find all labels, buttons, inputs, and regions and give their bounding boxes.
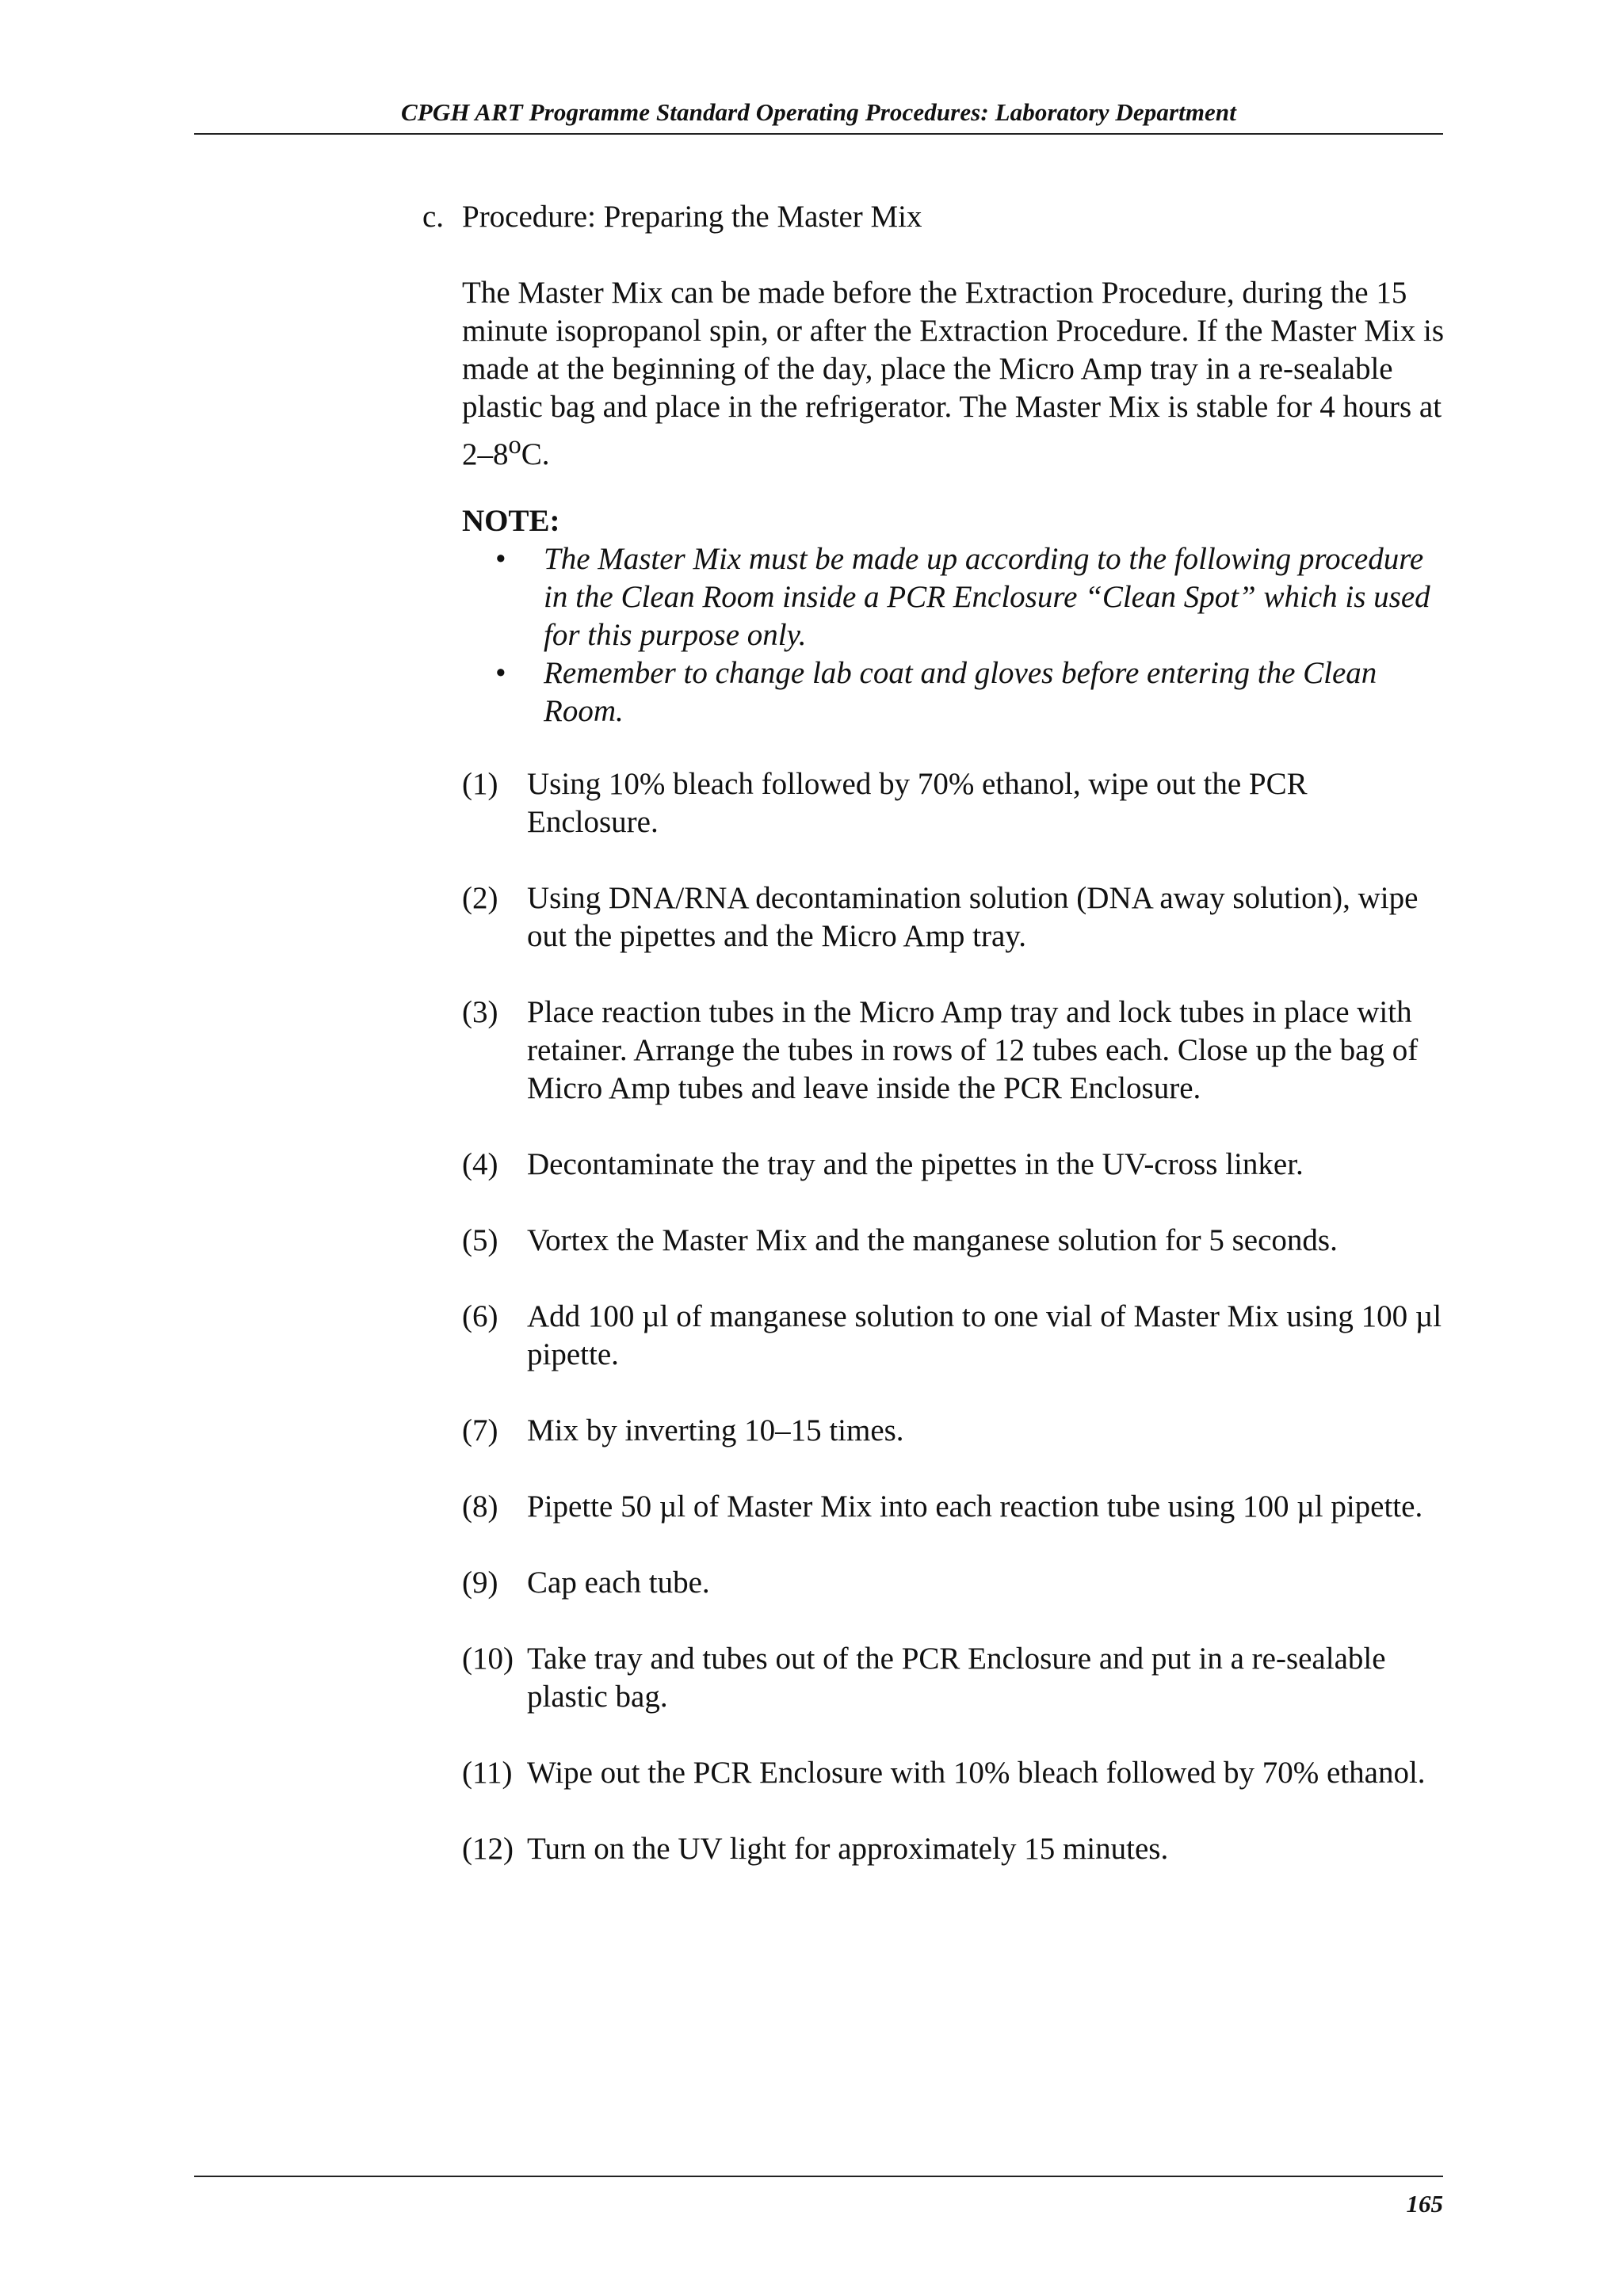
step-text: Using 10% bleach followed by 70% ethanol, wipe out the PCR Enclosure. <box>527 767 1308 839</box>
procedure-step <box>462 765 1445 841</box>
step-number: (6) <box>462 1299 498 1333</box>
header-rule <box>194 133 1443 135</box>
step-number: (10) <box>462 1642 514 1676</box>
procedure-step <box>462 1298 1445 1374</box>
step-number: (7) <box>462 1413 498 1447</box>
step-number: (2) <box>462 881 498 915</box>
step-text: Cap each tube. <box>527 1566 710 1600</box>
procedure-step <box>462 1830 1445 1868</box>
procedure-step <box>462 1488 1445 1526</box>
step-number: (5) <box>462 1223 498 1257</box>
procedure-step <box>462 1412 1445 1450</box>
step-text: Place reaction tubes in the Micro Amp tray and lock tubes in place with retainer. Arrange the tubes in rows of 12 tubes each. Close up the bag of Micro Amp tubes and leave inside the PCR Enclosure. <box>527 995 1419 1105</box>
step-number: (8) <box>462 1489 498 1524</box>
procedure-step <box>462 1640 1445 1716</box>
note-block <box>462 502 1445 730</box>
section-heading <box>422 198 922 236</box>
step-number: (9) <box>462 1566 498 1600</box>
procedure-step <box>462 994 1445 1108</box>
step-number: (12) <box>462 1832 514 1866</box>
section-title: Procedure: Preparing the Master Mix <box>462 200 922 234</box>
intro-text: The Master Mix can be made before the Extraction Procedure, during the 15 minute isopropanol spin, or after the Extraction Procedure. If the Master Mix is made at the beginning of the day, place the Micro Amp tray in a re-sealable plastic bag and place in the refrigerator. The Master Mix is stable for 4 hours at 2–8 <box>462 276 1445 471</box>
intro-paragraph <box>462 274 1445 474</box>
bullet-icon: • <box>495 542 506 576</box>
step-number: (1) <box>462 767 498 801</box>
step-text: Take tray and tubes out of the PCR Enclosure and put in a re-sealable plastic bag. <box>527 1642 1386 1714</box>
running-header: CPGH ART Programme Standard Operating Procedures: Laboratory Department <box>401 98 1236 126</box>
step-number: (4) <box>462 1147 498 1181</box>
procedure-step <box>462 1146 1445 1184</box>
step-number: (11) <box>462 1756 513 1790</box>
procedure-step <box>462 1754 1445 1792</box>
step-text: Turn on the UV light for approximately 15 minutes. <box>527 1832 1169 1866</box>
intro-text-end: C. <box>521 437 550 471</box>
step-text: Pipette 50 µl of Master Mix into each reaction tube using 100 µl pipette. <box>527 1489 1423 1524</box>
step-text: Mix by inverting 10–15 times. <box>527 1413 904 1447</box>
page-number: 165 <box>1406 2190 1443 2218</box>
procedure-step <box>462 879 1445 955</box>
procedure-step <box>462 1564 1445 1602</box>
note-item <box>462 540 1445 654</box>
bullet-icon: • <box>495 656 506 690</box>
step-text: Vortex the Master Mix and the manganese solution for 5 seconds. <box>527 1223 1338 1257</box>
note-item-text: Remember to change lab coat and gloves before entering the Clean Room. <box>544 656 1377 728</box>
procedure-steps <box>462 765 1445 1906</box>
degree-superscript: o <box>508 431 521 460</box>
note-item <box>462 654 1445 730</box>
section-marker: c. <box>422 200 445 234</box>
footer-rule <box>194 2176 1443 2177</box>
step-number: (3) <box>462 995 498 1029</box>
note-list <box>462 540 1445 730</box>
step-text: Add 100 µl of manganese solution to one vial of Master Mix using 100 µl pipette. <box>527 1299 1442 1371</box>
step-text: Wipe out the PCR Enclosure with 10% bleach followed by 70% ethanol. <box>527 1756 1426 1790</box>
step-text: Decontaminate the tray and the pipettes in the UV-cross linker. <box>527 1147 1304 1181</box>
note-item-text: The Master Mix must be made up according to the following procedure in the Clean Room inside a PCR Enclosure “Clean Spot” which is used for this purpose only. <box>544 542 1430 652</box>
procedure-step <box>462 1222 1445 1260</box>
note-label: NOTE: <box>462 504 560 538</box>
step-text: Using DNA/RNA decontamination solution (DNA away solution), wipe out the pipettes and the Micro Amp tray. <box>527 881 1419 953</box>
